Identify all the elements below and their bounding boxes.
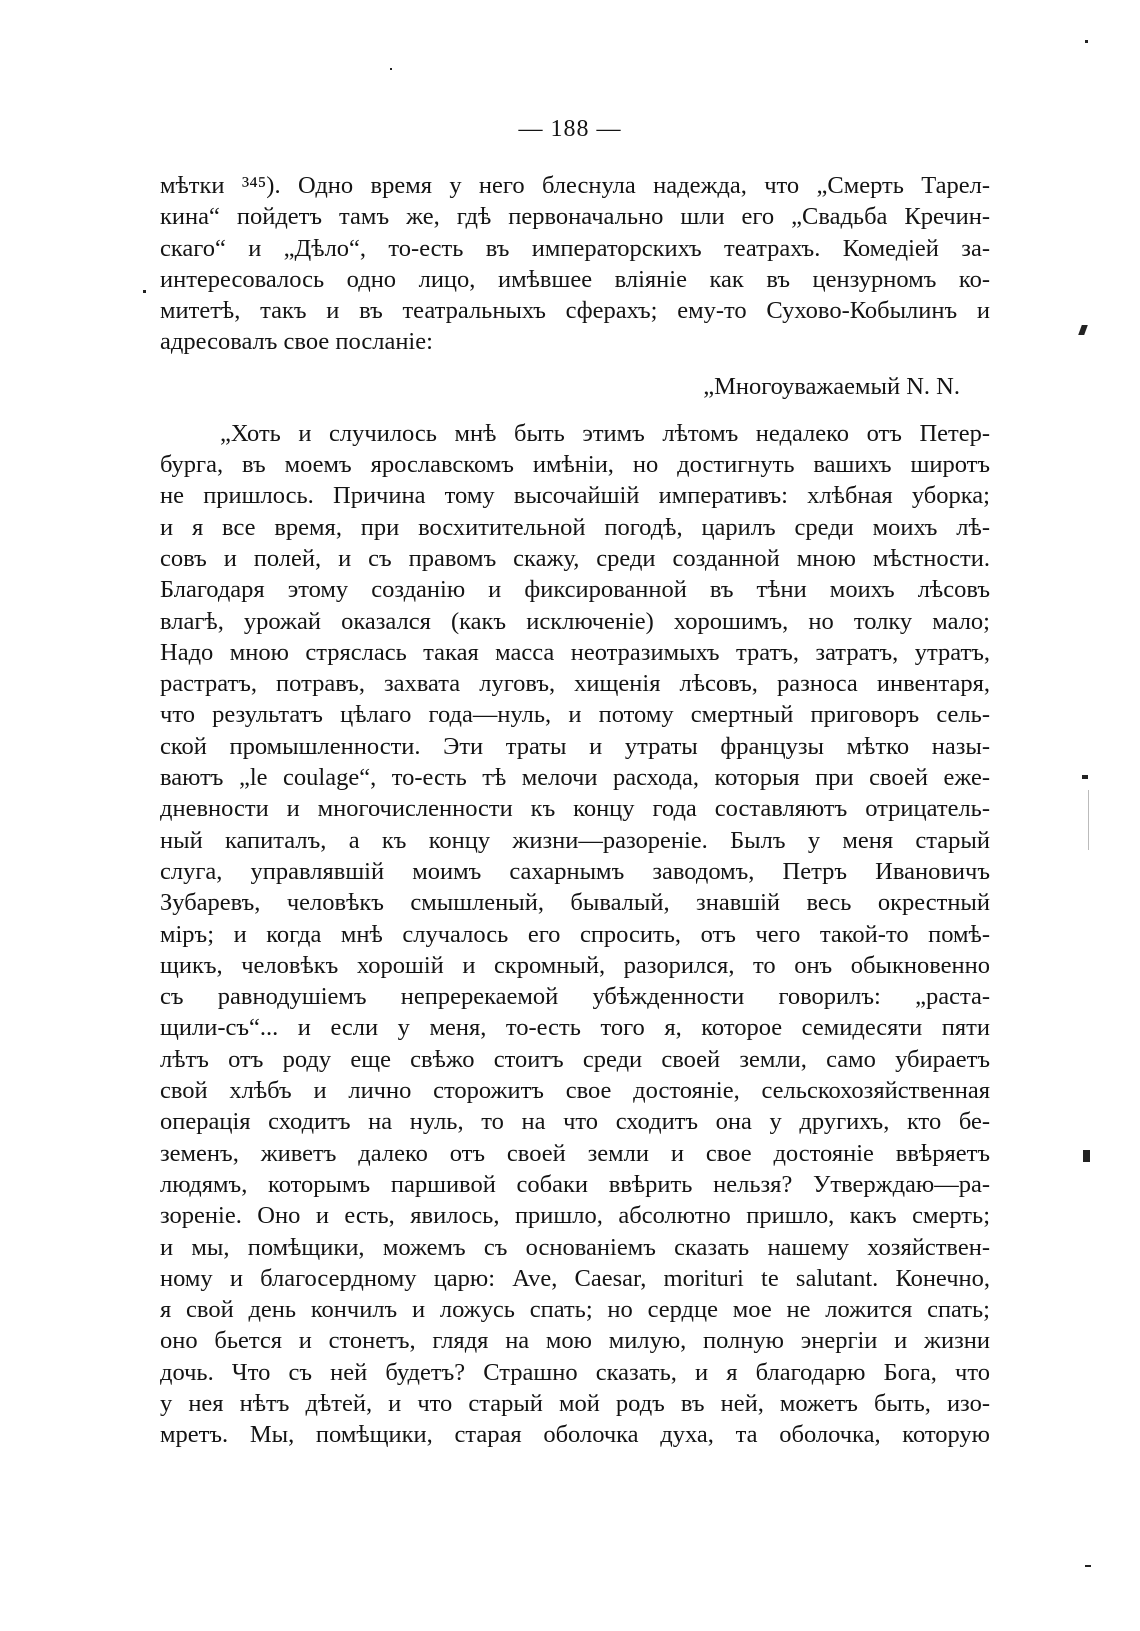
text-line: и я все время, при восхитительной погодѣ, царилъ среди моихъ лѣ- [160,513,990,541]
text-line: я свой день кончилъ и ложусь спать; но сердце мое не ложится спать; [160,1296,990,1324]
text-line: щили-съ“... и если у меня, то-есть того я, которое семидесяти пяти [160,1014,990,1042]
text-line: совъ и полей, и съ правомъ скажу, среди созданной мною мѣстности. [160,544,990,572]
text-line: у нея нѣтъ дѣтей, и что старый мой родъ въ ней, можетъ быть, изо- [160,1389,990,1417]
text-line: митетѣ, такъ и въ театральныхъ сферахъ; ему-то Сухово-Кобылинъ и [160,297,990,325]
text-line: ный капиталъ, а къ концу жизни—разоренiе. Былъ у меня старый [160,826,990,854]
text-line: ской промышленности. Эти траты и утраты французы мѣтко назы- [160,732,990,760]
text-line: зоренiе. Оно и есть, явилось, пришло, абсолютно пришло, какъ смерть; [160,1202,990,1230]
body-text [160,170,990,1451]
text-line: и мы, помѣщики, можемъ съ основанiемъ сказать нашему хозяйствен- [160,1233,990,1261]
scan-mark [1085,1565,1091,1567]
text-line: оно бьется и стонетъ, глядя на мою милую, полную энергiи и жизни [160,1327,990,1355]
scan-mark [1085,40,1088,43]
letter-salutation: „Многоуважаемый N. N. [703,372,960,400]
scan-mark [1088,790,1089,850]
paragraph-gap [160,404,990,418]
text-line: ваютъ „le coulage“, то-есть тѣ мелочи расхода, которыя при своей еже- [160,764,990,792]
text-line: „Хоть и случилось мнѣ быть этимъ лѣтомъ недалеко отъ Петер- [220,419,990,447]
text-line: дочь. Что съ ней будетъ? Страшно сказать, и я благодарю Бога, что [160,1358,990,1386]
text-line: мретъ. Мы, помѣщики, старая оболочка духа, та оболочка, которую [160,1421,990,1449]
text-line: что результатъ цѣлаго года—нуль, и потому смертный приговоръ сель- [160,701,990,729]
text-line: влагѣ, урожай оказался (какъ исключенiе) хорошимъ, но толку мало; [160,607,990,635]
text-line: адресовалъ свое посланiе: [160,328,433,356]
text-line: бурга, въ моемъ ярославскомъ имѣнiи, но достигнуть вашихъ широтъ [160,451,990,479]
text-line: операцiя сходитъ на нуль, то на что сходитъ она у другихъ, кто бе- [160,1108,990,1136]
text-line: не пришлось. Причина тому высочайшiй императивъ: хлѣбная уборка; [160,482,990,510]
text-line: слуга, управлявшiй моимъ сахарнымъ заводомъ, Петръ Ивановичъ [160,857,990,885]
scan-mark [390,68,392,70]
text-line: Благодаря этому созданiю и фиксированной въ тѣни моихъ лѣсовъ [160,576,990,604]
scan-mark [1082,775,1088,779]
text-line: растратъ, потравъ, захвата луговъ, хищенiя лѣсовъ, разноса инвентаря, [160,670,990,698]
text-line: интересовалось одно лицо, имѣвшее влiянiе как въ цензурномъ ко- [160,265,990,293]
text-line: свой хлѣбъ и лично сторожитъ свое достоянiе, сельскохозяйственная [160,1077,990,1105]
text-line: лѣтъ отъ роду еще свѣжо стоитъ среди своей земли, само убираетъ [160,1045,990,1073]
scan-mark [143,290,146,293]
text-line: Надо мною стряслась такая масса неотразимыхъ тратъ, затратъ, утратъ, [160,638,990,666]
text-line: Зубаревъ, человѣкъ смышленый, бывалый, знавшiй весь окрестный [160,889,990,917]
text-line: ному и благосердному царю: Ave, Caesar, morituri te salutant. Конечно, [160,1264,990,1292]
text-line: земенъ, живетъ далеко отъ своей земли и свое достоянiе ввѣряетъ [160,1139,990,1167]
text-line: съ равнодушiемъ непререкаемой убѣжденности говорилъ: „раста- [160,983,990,1011]
text-line: мiръ; и когда мнѣ случалось его спросить, отъ чего такой-то помѣ- [160,920,990,948]
scan-mark [1078,325,1088,335]
scan-mark [1083,1150,1090,1162]
text-line: мѣтки ³⁴⁵). Одно время у него блеснула надежда, что „Смерть Тарел- [160,172,990,199]
text-line: дневности и многочисленности къ концу года составляютъ отрицатель- [160,795,990,823]
text-line: скаго“ и „Дѣло“, то-есть въ императорскихъ театрахъ. Комедiей за- [160,234,990,262]
page-number: — 188 — [518,116,622,142]
text-line: кина“ пойдетъ тамъ же, гдѣ первоначально шли его „Свадьба Кречин- [160,203,990,231]
text-line: щикъ, человѣкъ хорошiй и скромный, разорился, то онъ обыкновенно [160,951,990,979]
text-line: людямъ, которымъ паршивой собаки ввѣрить нельзя? Утверждаю—ра- [160,1170,990,1198]
